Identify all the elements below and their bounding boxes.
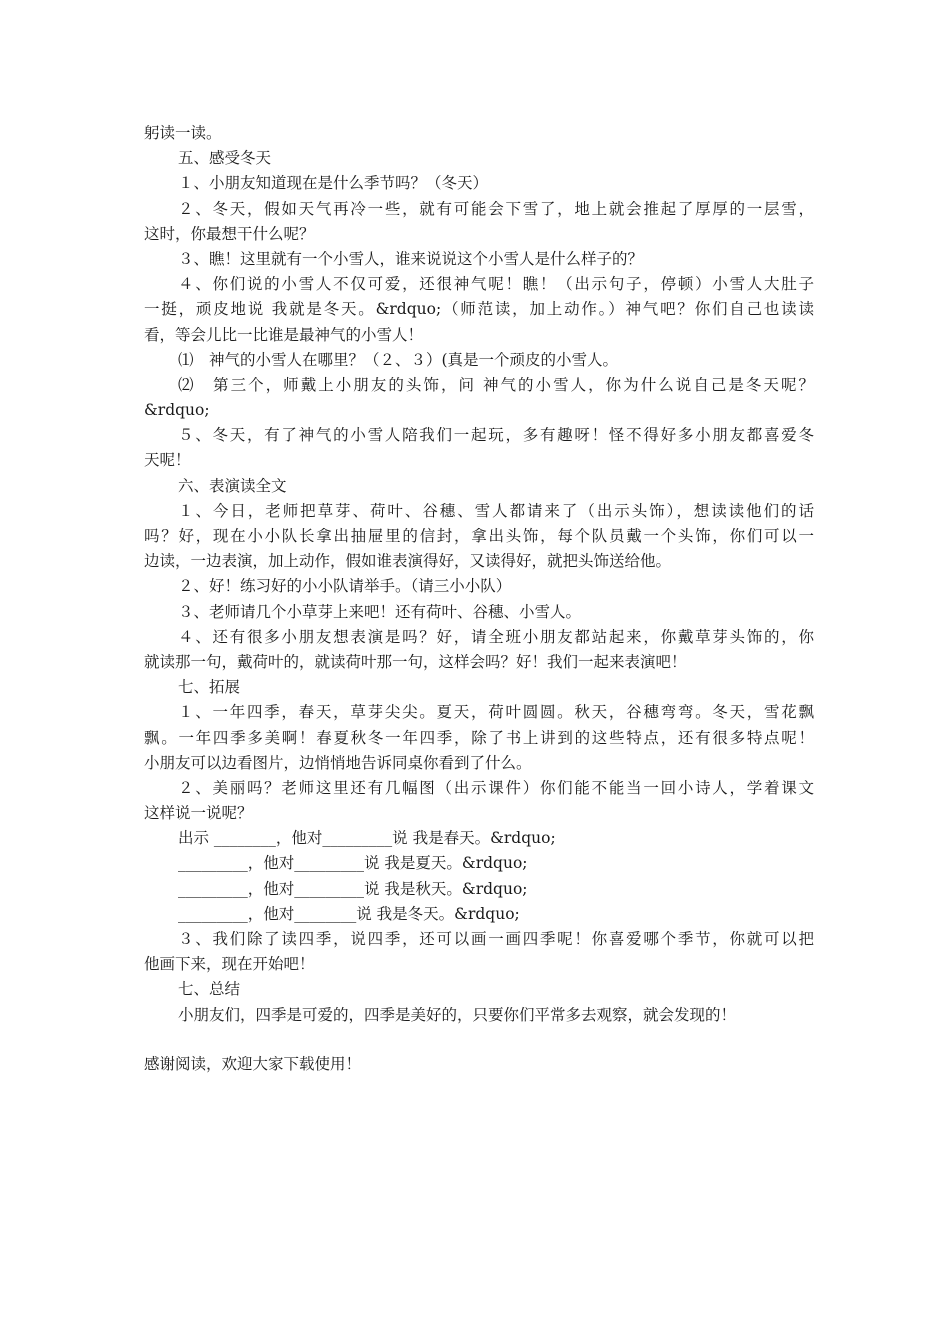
text-line: &rdquo; xyxy=(144,401,210,420)
text-line: 出示 ________，他对_________说 我是春天。&rdquo; xyxy=(178,829,556,848)
text-line: 飘。一年四季多美啊！春夏秋冬一年四季，除了书上讲到的这些特点，还有很多特点呢！ xyxy=(144,728,814,747)
text-line: 他画下来，现在开始吧！ xyxy=(144,955,315,974)
text-line: 边读，一边表演，加上动作，假如谁表演得好，又读得好，就把头饰送给他。 xyxy=(144,552,672,571)
text-line: 就读那一句，戴荷叶的，就读荷叶那一句，这样会吗？好！我们一起来表演吧！ xyxy=(144,652,687,671)
text-line: １、小朋友知道现在是什么季节吗？（冬天） xyxy=(178,174,489,193)
text-line: ３、老师请几个小草芽上来吧！还有荷叶、谷穗、小雪人。 xyxy=(178,602,582,621)
text-line: 看，等会儿比一比谁是最神气的小雪人！ xyxy=(144,325,424,344)
document-body xyxy=(144,121,814,1077)
text-line: ３、我们除了读四季，说四季，还可以画一画四季呢！你喜爱哪个季节，你就可以把 xyxy=(178,930,814,948)
text-line: 五、感受冬天 xyxy=(178,149,272,168)
text-line: ２、冬天，假如天气再冷一些，就有可能会下雪了，地上就会推起了厚厚的一层雪， xyxy=(178,199,814,218)
text-line: 这时，你最想干什么呢？ xyxy=(144,224,315,243)
text-line: _________，他对________说 我是冬天。&rdquo; xyxy=(178,904,520,923)
closing-note: 感谢阅读，欢迎大家下载使用！ xyxy=(144,1054,362,1073)
text-line: 小朋友可以边看图片，边悄悄地告诉同桌你看到了什么。 xyxy=(144,753,532,772)
text-line: _________，他对_________说 我是秋天。&rdquo; xyxy=(178,879,528,898)
text-line: 吗？好，现在小小队长拿出抽屉里的信封，拿出头饰，每个队员戴一个头饰，你们可以一 xyxy=(144,527,814,545)
text-line: 天呢！ xyxy=(144,451,191,470)
text-line: ２、美丽吗？老师这里还有几幅图（出示课件）你们能不能当一回小诗人，学着课文 xyxy=(178,778,814,797)
text-line: ２、好！练习好的小小队请举手。（请三小小队） xyxy=(178,577,512,596)
text-line: ⑵ 第三个，师戴上小朋友的头饰，问 神气的小雪人，你为什么说自己是冬天呢？ xyxy=(178,375,814,394)
text-line: 躬读一读。 xyxy=(144,124,222,142)
text-line: ４、你们说的小雪人不仅可爱，还很神气呢！瞧！（出示句子，停顿）小雪人大肚子 xyxy=(178,275,814,294)
text-line: 这样说一说呢？ xyxy=(144,804,253,823)
text-line: ⑴ 神气的小雪人在哪里？（２、３）(真是一个顽皮的小雪人。 xyxy=(178,350,619,369)
text-line: 七、总结 xyxy=(178,980,241,999)
text-line: ４、还有很多小朋友想表演是吗？好，请全班小朋友都站起来，你戴草芽头饰的，你 xyxy=(178,627,814,646)
text-line: _________，他对_________说 我是夏天。&rdquo; xyxy=(178,854,528,873)
text-line: ３、瞧！这里就有一个小雪人，谁来说说这个小雪人是什么样子的？ xyxy=(178,249,644,268)
paragraph-gap xyxy=(144,1028,814,1052)
text-line: 七、拓展 xyxy=(178,678,241,697)
text-line: 小朋友们，四季是可爱的，四季是美好的，只要你们平常多去观察，就会发现的！ xyxy=(178,1005,737,1024)
text-line: １、今日，老师把草芽、荷叶、谷穗、雪人都请来了（出示头饰），想读读他们的话 xyxy=(178,501,814,520)
text-line: ５、冬天，有了神气的小雪人陪我们一起玩，多有趣呀！怪不得好多小朋友都喜爱冬 xyxy=(178,426,814,445)
text-line: 一挺，顽皮地说 我就是冬天。&rdquo;（师范读，加上动作。）神气吧？你们自己也读读 xyxy=(144,300,814,319)
text-line: １、一年四季，春天，草芽尖尖。夏天，荷叶圆圆。秋天，谷穗弯弯。冬天，雪花飘 xyxy=(178,703,814,722)
text-line: 六、表演读全文 xyxy=(178,476,287,495)
